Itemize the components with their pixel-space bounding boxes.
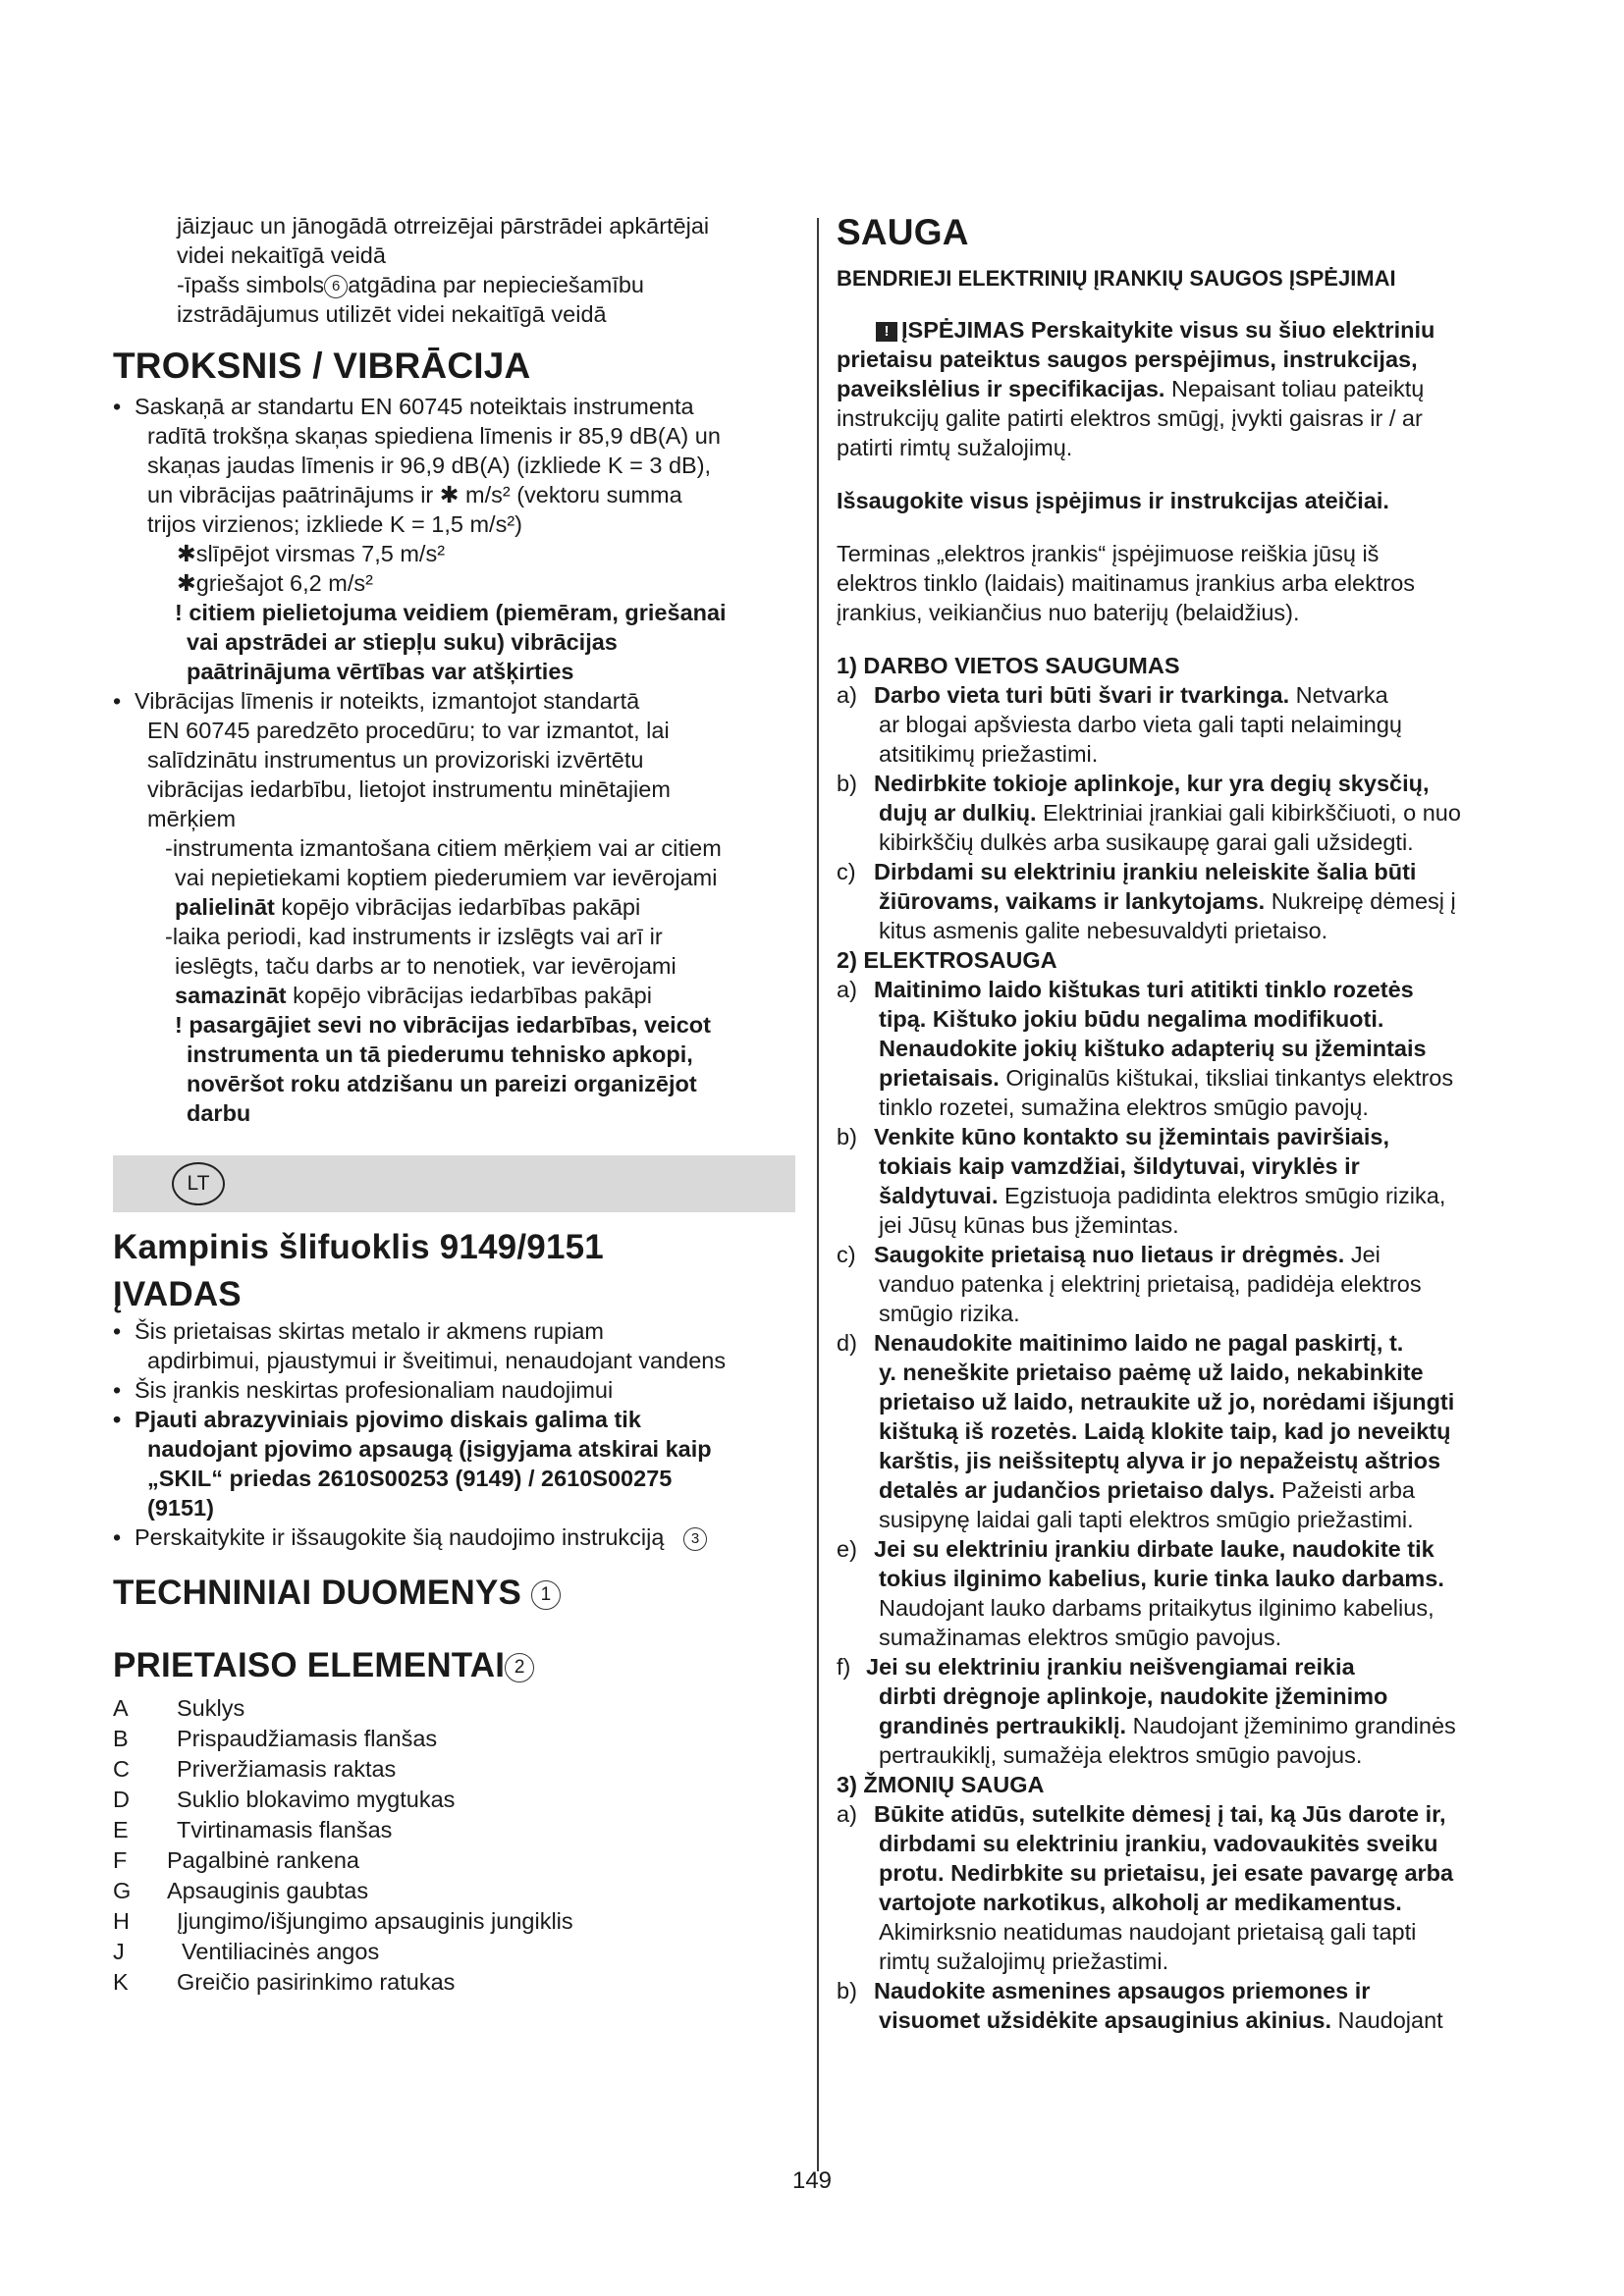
text-line [874,1063,1543,1093]
part-label: Suklio blokavimo mygtukas [177,1787,456,1812]
text-line [837,315,1543,345]
section-title: 2) ELEKTROSAUGA [837,947,1057,973]
list-item [113,1845,795,1876]
text-line: prietaiso už laido, netraukite už jo, norėdami išjungti [879,1389,1455,1415]
item-label: b) [837,1124,857,1149]
rule-item [837,975,1543,1122]
text-span: grandinės pertraukiklį. [879,1713,1127,1738]
text-line: ! citiem pielietojuma veidiem (piemēram, griešanai [175,600,727,625]
text-line: ✱slīpējot virsmas 7,5 m/s² [177,541,446,566]
text-line [874,680,1543,710]
item-label: c) [837,1242,856,1267]
part-key: K [113,1969,129,1995]
text-span: prietaisais. [879,1065,1000,1091]
text-line: y. neneškite prietaiso paėmę už laido, nekabinkite [879,1360,1424,1385]
text-line: EN 60745 paredzēto procedūru; to var izmantot, lai [147,718,670,743]
text-line: Jei su elektriniu įrankiu neišvengiamai reikia [866,1654,1355,1680]
text-line: skaņas jaudas līmenis ir 96,9 dB(A) (izkliede K = 3 dB), [147,453,712,478]
text-line [147,892,795,922]
text-span: Netvarka [1289,682,1388,708]
text-span: detalės ar judančios prietaiso dalys. [879,1477,1275,1503]
part-key: F [113,1847,128,1873]
text-line: naudojant pjovimo apsaugą (įsigyjama atskirai kaip [147,1436,712,1462]
text-line [874,798,1543,828]
text-line: vanduo patenka į elektrinį prietaisą, padidėja elektros [879,1271,1422,1297]
heading-text: PRIETAISO ELEMENTAI [113,1646,506,1684]
text-span: Nukreipę dėmesį į [1265,888,1456,914]
text-span: Perskaitykite ir išsaugokite šią naudojimo instrukciją [135,1524,665,1550]
warning-icon: ! [876,322,897,342]
term-block [837,539,1543,627]
right-column [837,211,1543,2035]
text-line: Nenaudokite maitinimo laido ne pagal paskirtį, t. [874,1330,1404,1356]
text-line: kibirkščių dulkės arba susikaupę garai gali užsidegti. [879,829,1414,855]
text-line: elektros tinklo (laidais) maitinamus įrankius arba elektros [837,570,1416,596]
text-span: dujų ar dulkių. [879,800,1037,826]
text-line: ieslēgts, taču darbs ar to nenotiek, var ievērojami [175,953,677,979]
text-line: Jei su elektriniu įrankiu dirbate lauke, naudokite tik [874,1536,1435,1562]
text-line: radītā trokšņa skaņas spiediena līmenis ir 85,9 dB(A) un [147,423,721,449]
part-label: Apsauginis gaubtas [167,1878,369,1903]
item-label: a) [837,977,857,1002]
column-divider [817,218,819,2171]
text-line: Maitinimo laido kištukas turi atitikti tinklo rozetės [874,977,1414,1002]
circled-number-icon: 6 [324,275,348,298]
text-line: pertraukiklį, sumažėja elektros smūgio pavojus. [879,1742,1363,1768]
text-span: Naudojant [1331,2007,1443,2033]
text-span: kopējo vibrācijas iedarbības pakāpi [274,894,641,920]
text-line: tokiais kaip vamzdžiai, šildytuvai, viryklės ir [879,1153,1360,1179]
item-label: c) [837,859,856,884]
text-line: tipą. Kištuko jokiu būdu negalima modifikuoti. [879,1006,1384,1032]
text-line: instrumenta un tā piederumu tehnisko apkopi, [187,1041,693,1067]
text-line: paātrinājuma vērtības var atšķirties [187,659,574,684]
text-line: rimtų sužalojimų priežastimi. [879,1949,1169,1974]
bullet-dot: • [113,394,122,419]
part-key: D [113,1787,130,1812]
rule-item [837,857,1543,945]
parts-list [113,1693,795,1998]
text-span: visuomet užsidėkite apsauginius akinius. [879,2007,1331,2033]
intro-bullet-4 [113,1522,795,1552]
section-title: 3) ŽMONIŲ SAUGA [837,1772,1045,1797]
text-line [147,981,795,1010]
item-label: a) [837,682,857,708]
part-key: J [113,1939,125,1964]
part-label: Suklys [177,1695,245,1721]
bullet-dot: • [113,1318,122,1344]
text-line: Dirbdami su elektriniu įrankiu neleiskite šalia būti [874,859,1417,884]
text-span: paveikslėlius ir specifikacijas. [837,376,1165,401]
parts-heading [113,1644,795,1687]
text-line [866,1711,1543,1740]
text-line: kitus asmenis galite nebesuvaldyti prietaiso. [879,918,1328,943]
rule-item [837,1652,1543,1770]
noise-heading: TROKSNIS / VIBRĀCIJA [113,346,531,386]
text-line: dirbti drėgnoje aplinkoje, naudokite įžeminimo [879,1683,1388,1709]
bullet-dot: • [113,1407,122,1432]
text-line: vai nepietiekami koptiem piederumiem var ievērojami [175,865,718,890]
item-label: d) [837,1330,857,1356]
part-label: Tvirtinamasis flanšas [177,1817,393,1842]
warning-block [837,315,1543,462]
list-item [113,1724,795,1754]
text-span: šaldytuvai. [879,1183,999,1208]
text-line: susipynę laidai gali tapti elektros smūgio priežastimi. [879,1507,1414,1532]
text-span: Saugokite prietaisą nuo lietaus ir drėgmės. [874,1242,1345,1267]
text-line [135,1522,795,1552]
tech-heading [113,1572,795,1615]
part-key: C [113,1756,130,1782]
safety-subheading: BENDRIEJI ELEKTRINIŲ ĮRANKIŲ SAUGOS ĮSPĖJIMAI [837,266,1396,291]
rule-item [837,1240,1543,1328]
text-line [874,2005,1543,2035]
text-line [874,1240,1543,1269]
text-line: Nedirbkite tokioje aplinkoje, kur yra degių skysčių, [874,771,1430,796]
language-badge: LT [172,1162,225,1205]
text-span: kopējo vibrācijas iedarbības pakāpi [286,983,652,1008]
list-item [113,1785,795,1815]
text-line [177,270,795,299]
text-line: (9151) [147,1495,214,1521]
list-item [113,1693,795,1724]
intro-heading: ĮVADAS [113,1275,242,1313]
part-key: G [113,1878,132,1903]
rule-item [837,680,1543,769]
text-span: Darbo vieta turi būti švari ir tvarkinga. [874,682,1290,708]
part-label: Prispaudžiamasis flanšas [177,1726,438,1751]
section-title: 1) DARBO VIETOS SAUGUMAS [837,653,1180,678]
text-span: samazināt [175,983,287,1008]
text-line: -laika periodi, kad instruments ir izslēgts vai arī ir [165,924,663,949]
rule-item [837,1534,1543,1652]
text-span: -īpašs simbols [177,272,325,297]
text-line [874,1475,1543,1505]
text-line: novēršot roku atdzišanu un pareizi organizējot [187,1071,697,1096]
item-label: b) [837,1978,857,2003]
heading-text: TECHNINIAI DUOMENYS [113,1574,522,1612]
text-line: patirti rimtų sužalojimų. [837,435,1073,460]
circled-number-icon: 2 [505,1653,534,1682]
save-note: Išsaugokite visus įspėjimus ir instrukcijas ateičiai. [837,488,1389,513]
text-line: ! pasargājiet sevi no vibrācijas iedarbības, veicot [175,1012,711,1038]
text-line: Terminas „elektros įrankis“ įspėjimuose reiškia jūsų iš [837,541,1380,566]
text-line: Vibrācijas līmenis ir noteikts, izmantojot standartā [135,688,640,714]
text-line: -instrumenta izmantošana citiem mērķiem vai ar citiem [165,835,722,861]
text-line: atsitikimų priežastimi. [879,741,1099,767]
text-line: videi nekaitīgā veidā [177,242,386,268]
text-line: kištuką iš rozetės. Laidą klokite taip, kad jo neveiktų [879,1418,1451,1444]
item-label: a) [837,1801,857,1827]
rule-item [837,1328,1543,1534]
text-line: smūgio rizika. [879,1301,1020,1326]
list-item [113,1815,795,1845]
part-label: Greičio pasirinkimo ratukas [177,1969,456,1995]
language-bar [113,1155,795,1212]
text-line [874,1181,1543,1210]
text-line: protu. Nedirbkite su prietaisu, jei esate pavargę arba [879,1860,1454,1886]
text-line: vibrācijas iedarbību, lietojot instrumentu minētajiem [147,776,671,802]
text-line: Naudojant lauko darbams pritaikytus ilginimo kabelius, [879,1595,1435,1621]
intro-bullet-1 [113,1316,795,1375]
text-line: Nenaudokite jokių kištuko adapterių su įžemintais [879,1036,1427,1061]
list-item [113,1876,795,1906]
text-line: vai apstrādei ar stiepļu suku) vibrācijas [187,629,618,655]
part-label: Priveržiamasis raktas [177,1756,397,1782]
text-line: tokius ilginimo kabelius, kurie tinka lauko darbams. [879,1566,1444,1591]
text-line: „SKIL“ priedas 2610S00253 (9149) / 2610S00275 [147,1466,673,1491]
bullet-dot: • [113,1524,122,1550]
text-line: Saskaņā ar standartu EN 60745 noteiktais instrumenta [135,394,694,419]
text-line: instrukcijų galite patirti elektros smūgį, įvykti gaisras ir / ar [837,405,1423,431]
text-line: Šis prietaisas skirtas metalo ir akmens rupiam [135,1318,604,1344]
text-line: Akimirksnio neatidumas naudojant prietaisą gali tapti [879,1919,1417,1945]
text-span: Originalūs kištukai, tiksliai tinkantys elektros [999,1065,1454,1091]
text-line: Pjauti abrazyviniais pjovimo diskais galima tik [135,1407,641,1432]
part-key: H [113,1908,130,1934]
text-line: dirbdami su elektriniu įrankiu, vadovaukitės sveiku [879,1831,1438,1856]
part-label: Įjungimo/išjungimo apsauginis jungiklis [177,1908,573,1934]
text-line: darbu [187,1100,251,1126]
text-line: apdirbimui, pjaustymui ir šveitimui, nenaudojant vandens [147,1348,727,1373]
noise-bullet-2 [113,686,795,1128]
text-line: tinklo rozetei, sumažina elektros smūgio pavojų. [879,1095,1369,1120]
noise-bullet-1 [113,392,795,686]
text-line: mērķiem [147,806,237,831]
text-line: Būkite atidūs, sutelkite dėmesį į tai, ką Jūs darote ir, [874,1801,1446,1827]
intro-bullet-2 [113,1375,795,1405]
text-line: un vibrācijas paātrinājums ir ✱ m/s² (vektoru summa [147,482,682,507]
safety-heading: SAUGA [837,212,969,252]
text-span: Jei [1344,1242,1380,1267]
list-item [113,1754,795,1785]
part-key: E [113,1817,129,1842]
rule-item [837,1799,1543,1976]
text-line: prietaisu pateiktus saugos perspėjimus, instrukcijas, [837,347,1418,372]
intro-bullet-3 [113,1405,795,1522]
text-line: izstrādājumus utilizēt videi nekaitīgā veidā [177,301,607,327]
circled-number-icon: 1 [531,1580,561,1610]
recycling-text [113,211,795,329]
bullet-dot: • [113,688,122,714]
rule-item [837,1976,1543,2035]
text-line: ar blogai apšviesta darbo vieta gali tapti nelaimingų [879,712,1402,737]
text-span: atgādina par nepieciešamību [348,272,644,297]
text-span: ĮSPĖJIMAS Perskaitykite visus su šiuo elektriniu [901,317,1435,343]
text-span: Nepaisant toliau pateiktų [1164,376,1425,401]
item-label: e) [837,1536,857,1562]
text-line: jei Jūsų kūnas bus įžemintas. [879,1212,1179,1238]
text-line: Venkite kūno kontakto su įžemintais paviršiais, [874,1124,1390,1149]
bullet-dot: • [113,1377,122,1403]
rule-item [837,769,1543,857]
list-item [113,1967,795,1998]
text-line: trijos virzienos; izkliede K = 1,5 m/s²) [147,511,522,537]
text-span: palielināt [175,894,275,920]
text-line: karštis, jis neišsiteptų alyva ir jo nepažeistų aštrios [879,1448,1441,1473]
text-line [874,886,1543,916]
text-line: įrankius, veikiančius nuo baterijų (belaidžius). [837,600,1300,625]
list-item [113,1937,795,1967]
text-span: Naudojant įžeminimo grandinės [1126,1713,1456,1738]
part-key: B [113,1726,129,1751]
part-label: Ventiliacinės angos [182,1939,380,1964]
text-line: jāizjauc un jānogādā otrreizējai pārstrādei apkārtējai [177,213,710,239]
circled-number-icon: 3 [683,1527,707,1551]
page-number: 149 [791,2167,833,2194]
text-line [837,374,1543,403]
part-key: A [113,1695,129,1721]
text-span: Elektriniai įrankiai gali kibirkščiuoti, o nuo [1036,800,1461,826]
text-span: Egzistuoja padidinta elektros smūgio rizika, [998,1183,1446,1208]
text-line: sumažinamas elektros smūgio pavojus. [879,1625,1282,1650]
text-line: Naudokite asmenines apsaugos priemones ir [874,1978,1371,2003]
text-span: žiūrovams, vaikams ir lankytojams. [879,888,1266,914]
text-line: Šis įrankis neskirtas profesionaliam naudojimui [135,1377,614,1403]
left-column [113,211,795,1998]
text-line: vartojote narkotikus, alkoholį ar medikamentus. [879,1890,1402,1915]
item-label: f) [837,1654,851,1680]
text-span: Pažeisti arba [1274,1477,1415,1503]
text-line: ✱griešajot 6,2 m/s² [177,570,373,596]
item-label: b) [837,771,857,796]
rule-item [837,1122,1543,1240]
product-title: Kampinis šlifuoklis 9149/9151 [113,1228,604,1266]
part-label: Pagalbinė rankena [167,1847,359,1873]
list-item [113,1906,795,1937]
text-line: salīdzinātu instrumentus un provizoriski izvērtētu [147,747,644,773]
